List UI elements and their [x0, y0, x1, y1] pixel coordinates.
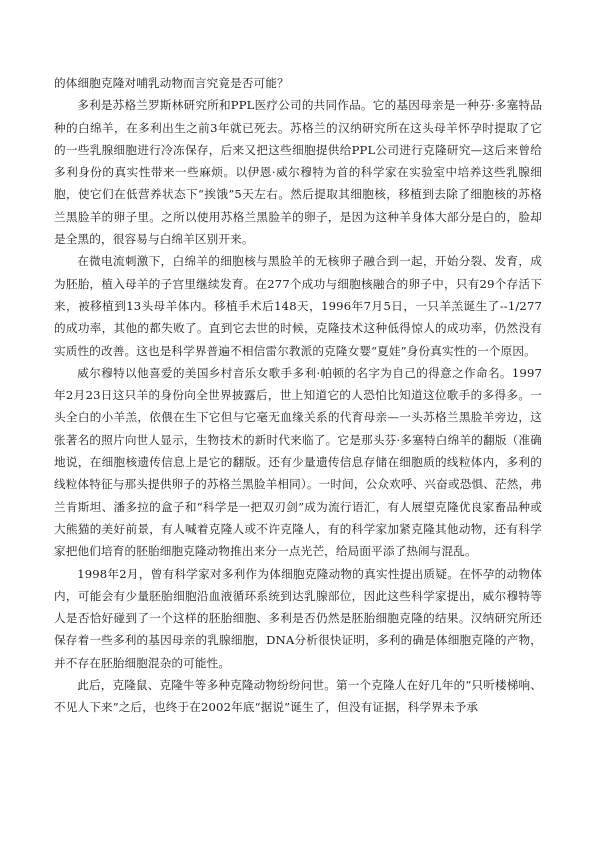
paragraph-4: 1998年2月，曾有科学家对多利作为体细胞克隆动物的真实性提出质疑。在怀孕的动物体内，可能会有少量胚胎细胞沿血液循环系统到达乳腺部位，因此这些科学家提出，威尔穆特等人是否恰好碰到了一个这样的胚胎细胞、多利是否仍然是胚胎细胞克隆的结果。汉纳研究所还保存着一些多利的基因母亲的乳腺细胞，DNA分析很快证明，多利的确是体细胞克隆的产物，并不存在胚胎细胞混杂的可能性。 [54, 566, 542, 670]
paragraph-5: 此后，克隆鼠、克隆牛等多种克隆动物纷纷问世。第一个克隆人在好几年的“只听楼梯响、不见人下来”之后，也终于在2002年底“据说”诞生了，但没有证据，科学界未予承 [54, 678, 542, 715]
paragraph-3: 威尔穆特以他喜爱的美国乡村音乐女歌手多利·帕顿的名字为自己的得意之作命名。1997年2月23日这只羊的身份向全世界披露后，世上知道它的人恐怕比知道这位歌手的多得多。一头全白的小羊羔，依偎在生下它但与它毫无血缘关系的代育母亲—一头苏格兰黑脸羊旁边，这张著名的照片向世人显示，生物技术的新时代来临了。它是那头芬·多塞特白绵羊的翻版（准确地说，在细胞核遗传信息上是它的翻版。还有少量遗传信息存储在细胞质的线粒体内，多利的线粒体特征与那头提供卵子的苏格兰黑脸羊相同）。一时间，公众欢呼、兴奋或恐惧、茫然，弗兰肯斯坦、潘多拉的盒子和“科学是一把双刃剑”成为流行语汇，有人展望克隆优良家畜品种或大熊猫的美好前景，有人喊着克隆人或不许克隆人，有的科学家加紧克隆其他动物，还有科学家把他们培育的胚胎细胞克隆动物推出来分一点光芒，给局面平添了热闹与混乱。 [54, 365, 542, 559]
paragraph-1: 多利是苏格兰罗斯林研究所和PPL医疗公司的共同作品。它的基因母亲是一种芬·多塞特品种的白绵羊，在多利出生之前3年就已死去。苏格兰的汉纳研究所在这头母羊怀孕时提取了它的一些乳腺细胞进行冷冻保存，后来又把这些细胞提供给PPL公司进行克隆研究—这后来曾给多利身份的真实性带来一些麻烦。以伊恩·威尔穆特为首的科学家在实验室中培养这些乳腺细胞，使它们在低营养状态下“挨饿”5天左右。然后提取其细胞核，移植到去除了细胞核的苏格兰黑脸羊的卵子里。之所以使用苏格兰黑脸羊的卵子，是因为这种羊身体大部分是白的，脸却是全黑的，很容易与白绵羊区别开来。 [54, 98, 542, 247]
document-page [54, 72, 542, 719]
paragraph-0: 的体细胞克隆对哺乳动物而言究竟是否可能？ [54, 76, 289, 90]
paragraph-2: 在微电流刺激下，白绵羊的细胞核与黑脸羊的无核卵子融合到一起，开始分裂、发育，成为胚胎，植入母羊的子宫里继续发育。在277个成功与细胞核融合的卵子中，只有29个存活下来，被移植到13头母羊体内。移植手术后148天，1996年7月5日，一只羊羔诞生了--1/277的成功率，其他的都失败了。直到它去世的时候，克隆技术这种低得惊人的成功率，仍然没有实质性的改善。这也是科学界普遍不相信雷尔教派的克隆女婴“夏娃”身份真实性的一个原因。 [54, 254, 542, 358]
